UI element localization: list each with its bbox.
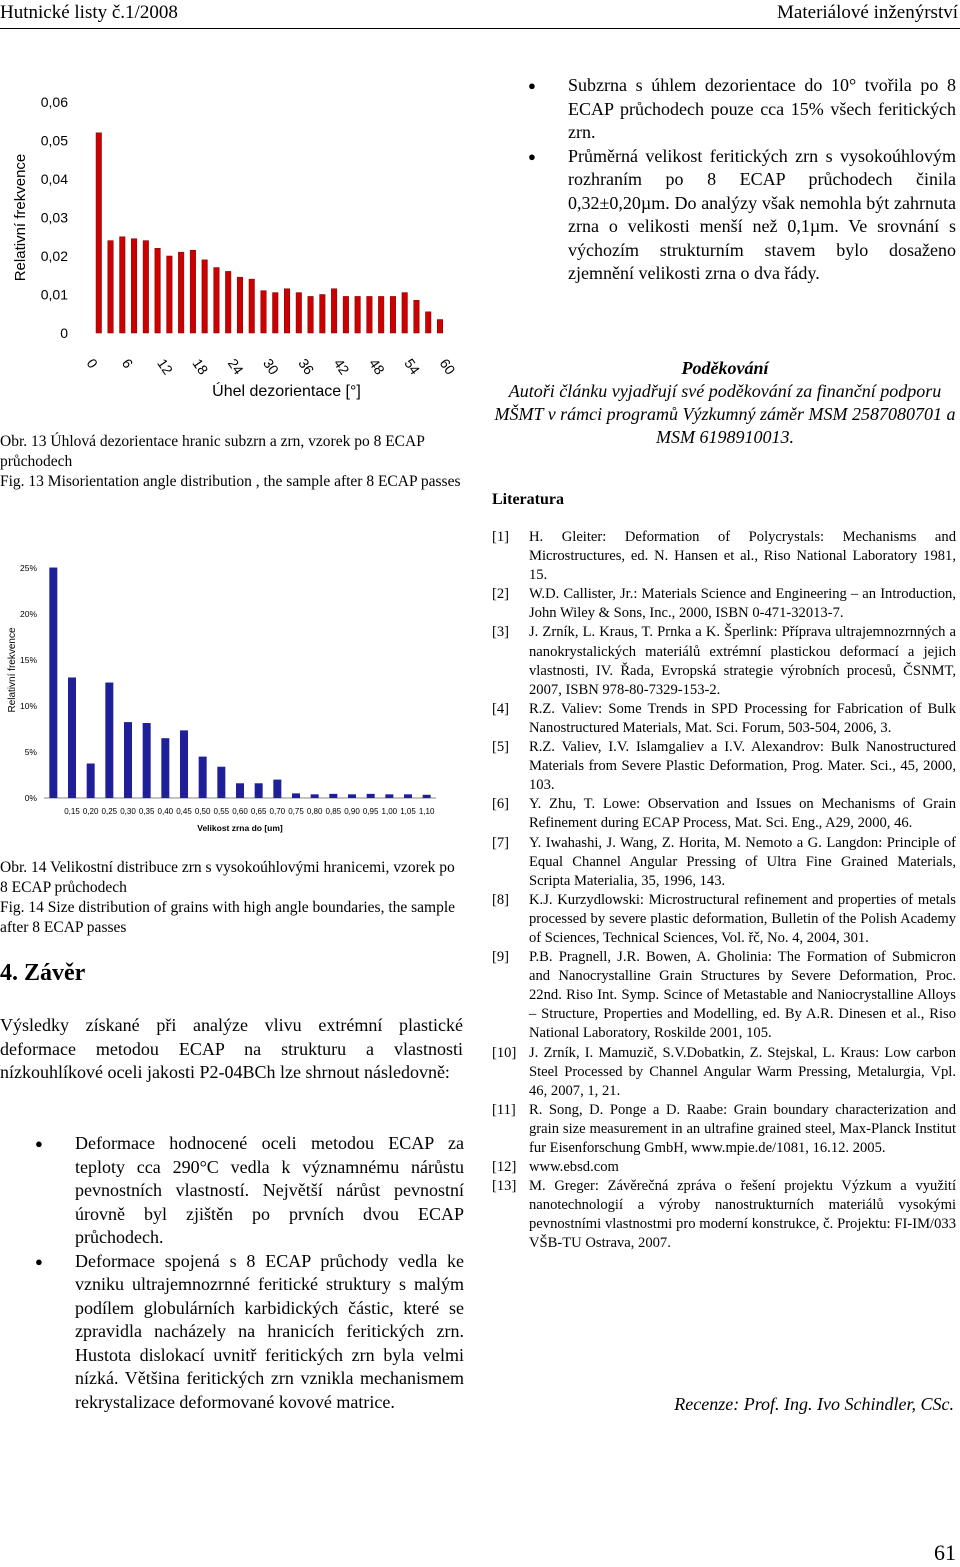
data-bar [402, 293, 408, 333]
x-tick-label: 36 [295, 355, 318, 378]
figure-13-caption-cz: Obr. 13 Úhlová dezorientace hranic subzrn a zrn, vzorek po 8 ECAP průchodech [0, 433, 425, 470]
reference-text: K.J. Kurzydlowski: Microstructural refinement and properties of metals processed by severe plastic deformation, Bulletin of the Polish Academy of Sciences, Technical Sciences, Vol. řč, No. 4, 2004, 301. [529, 891, 956, 946]
data-bar [87, 764, 95, 799]
x-tick-label: 0,55 [213, 807, 230, 816]
x-tick-label: 0,20 [82, 807, 99, 816]
reference-item [492, 700, 956, 738]
data-bar [237, 277, 243, 333]
page-header [0, 0, 960, 29]
reference-text: H. Gleiter: Deformation of Polycrystals: Mechanisms and Microstructures, ed. N. Hansen et al., Riso National Laboratory 1981, 15. [529, 529, 956, 584]
figure-14-caption [0, 858, 463, 938]
data-bar [167, 256, 173, 333]
reference-item [492, 795, 956, 833]
data-bar [414, 300, 420, 333]
data-bar [255, 783, 263, 798]
reference-number: [12] [492, 1159, 517, 1176]
reference-item [492, 623, 956, 699]
data-bar [214, 268, 220, 333]
x-tick-label: 0,40 [157, 807, 174, 816]
reference-text: Y. Zhu, T. Lowe: Observation and Issues on Mechanisms of Grain Refinement during ECAP Process, Mat. Sci. Eng., A29, 2000, 46. [529, 796, 956, 832]
x-tick-label: 54 [401, 355, 424, 378]
reference-text: R. Song, D. Ponge a D. Raabe: Grain boundary characterization and grain size measurement in an ultrafine grained steel, Max-Planck Institut fur Eisenforschung GmbH, www.mpie.de/1081, 16.12. 2005. [529, 1101, 956, 1156]
conclusion-list-right [528, 74, 956, 286]
y-tick-label: 0,03 [40, 209, 68, 226]
literature-title: Literatura [492, 491, 564, 508]
data-bar [329, 794, 337, 798]
reference-number: [11] [492, 1101, 516, 1118]
x-axis-label: Úhel dezorientace [°] [212, 383, 361, 400]
data-bar [105, 683, 113, 798]
figure-13-chart [0, 60, 470, 420]
x-tick-label: 12 [154, 355, 177, 378]
reference-list [492, 528, 956, 1254]
data-bar [437, 320, 443, 333]
conclusion-list-left [35, 1132, 464, 1414]
x-tick-label: 0,50 [194, 807, 211, 816]
x-tick-label: 0,25 [101, 807, 118, 816]
data-bar [202, 260, 208, 333]
data-bar [124, 722, 132, 798]
x-tick-label: 0,85 [325, 807, 342, 816]
x-tick-label: 0,90 [344, 807, 360, 816]
reference-item [492, 1044, 956, 1101]
data-bar [131, 239, 137, 333]
y-axis-label: Relativní frekvence [12, 153, 29, 282]
conclusion-intro: Výsledky získané při analýze vlivu extrémní plastické deformace metodou ECAP na strukturu a vlastnosti nízkouhlíkové oceli jakosti P2-04BCh lze shrnout následovně: [0, 1015, 463, 1082]
x-tick-label: 0,65 [250, 807, 267, 816]
page-number: 61 [934, 1540, 956, 1565]
data-bar [367, 794, 375, 798]
data-bar [143, 723, 151, 798]
x-tick-label: 0,15 [64, 807, 80, 816]
x-axis-label: Velikost zrna do [um] [197, 823, 283, 833]
reference-number: [9] [492, 949, 510, 966]
x-tick-label: 1,05 [400, 807, 416, 816]
data-bar [311, 794, 319, 798]
data-bar [423, 795, 431, 798]
data-bar [199, 757, 207, 798]
data-bar [296, 293, 302, 333]
reference-text: M. Greger: Závěrečná zpráva o řešení projektu Výzkum a využití nanotechnologií a výroby nanostrukturních materiálů vysokými pevnostními vlastnostmi pro moderní konstrukce, č. Projektu: FI-IM/033 VŠB-TU Ostrava, 2007. [529, 1178, 956, 1252]
x-tick-label: 1,00 [381, 807, 398, 816]
data-bar [108, 241, 114, 333]
reference-text: J. Zrník, I. Mamuzič, S.V.Dobatkin, Z. Stejskal, L. Kraus: Low carbon Steel Processed by Channel Angular Warm Pressing, Metalurgia, Vpl. 46, 2007, 1, 21. [529, 1044, 956, 1099]
figure-14-caption-en: Fig. 14 Size distribution of grains with high angle boundaries, the sample after 8 ECAP passes [0, 899, 456, 936]
y-tick-label: 0% [24, 793, 37, 803]
reference-text: Y. Iwahashi, J. Wang, Z. Horita, M. Nemoto a G. Langdon: Principle of Equal Channel Angular Pressing of Ultra Fine Grained Materials, Scripta Materialia, 35, 1996, 143. [529, 834, 956, 889]
data-bar [217, 767, 225, 798]
journal-title: Hutnické listy č.1/2008 [0, 2, 178, 23]
reference-number: [10] [492, 1044, 517, 1061]
y-tick-label: 0,05 [40, 132, 68, 149]
data-bar [143, 241, 149, 333]
x-tick-label: 0,45 [176, 807, 192, 816]
reference-item [492, 1101, 956, 1158]
section-title: Materiálové inženýrství [777, 2, 958, 23]
reference-item [492, 1158, 956, 1177]
x-tick-label: 1,10 [418, 807, 435, 816]
reference-text: R.Z. Valiev: Some Trends in SPD Processing for Fabrication of Bulk Nanostructured Materials, Mat. Sci. Forum, 503-504, 2006, 3. [529, 700, 956, 736]
y-tick-label: 20% [19, 609, 37, 619]
reference-number: [4] [492, 700, 510, 717]
conclusion-bullet: ● Deformace spojená s 8 ECAP průchody vedla ke vzniku ultrajemnozrnné feritické struktury s malým podílem globulárních karbidických částic, které se zpravidla nacházely na hranicích feritických zrn. Hustota dislokací uvnitř feritických zrn byla velmi nízká. Většina feritických zrn vznikla mechanismem rekrystalizace deformované kovové matrice. [35, 1250, 464, 1415]
data-bar [378, 296, 384, 333]
x-tick-label: 0,30 [120, 807, 136, 816]
y-tick-label: 10% [19, 701, 37, 711]
data-bar [161, 738, 169, 798]
acknowledgement-text: Autoři článku vyjadřují své poděkování za finanční podporu MŠMT v rámci programů Výzkumný záměr MSM 2587080701 a MSM 6198910013. [494, 381, 956, 447]
data-bar [96, 133, 102, 333]
conclusion-bullet: ● Subzrna s úhlem dezorientace do 10° tvořila po 8 ECAP průchodech pouze cca 15% všech feritických zrn. [528, 74, 956, 145]
data-bar [355, 296, 361, 333]
x-tick-label: 6 [118, 355, 137, 372]
data-bar [249, 279, 255, 333]
data-bar [155, 248, 161, 333]
y-tick-label: 25% [19, 563, 37, 573]
data-bar [120, 237, 126, 333]
data-bar [385, 794, 393, 798]
reference-text: W.D. Callister, Jr.: Materials Science and Engineering – an Introduction, John Wiley & Sons, Inc., 2000, ISBN 0-471-32013-7. [529, 586, 956, 622]
figure-14-caption-cz: Obr. 14 Velikostní distribuce zrn s vysokoúhlovými hranicemi, vzorek po 8 ECAP průchodech [0, 859, 455, 896]
conclusion-bullet: ● Deformace hodnocené oceli metodou ECAP za teploty cca 290°C vedla k významnému nárůstu pevnostních vlastností. Největší nárůst pevnostní úrovně byl zjištěn po prvních dvou ECAP průchodech. [35, 1132, 464, 1250]
reference-number: [5] [492, 739, 510, 756]
x-tick-label: 0,60 [232, 807, 248, 816]
y-tick-label: 0,01 [40, 286, 68, 303]
reference-number: [13] [492, 1178, 517, 1195]
x-tick-label: 0,75 [288, 807, 304, 816]
x-tick-label: 0 [83, 355, 102, 372]
figure-13-caption [0, 432, 463, 492]
reference-item [492, 585, 956, 623]
data-bar [49, 568, 57, 798]
data-bar [348, 794, 356, 798]
data-bar [367, 296, 373, 333]
y-axis-label: Relativní frekvence [7, 627, 18, 713]
data-bar [180, 730, 188, 798]
data-bar [425, 312, 431, 333]
reference-text: J. Zrník, L. Kraus, T. Prnka a K. Šperlink: Příprava ultrajemnozrnných a nanokrystalických materiálů extrémní plastickou deformací a jejich vlastnosti, IV. Řada, Evropská strategie výrobních procesů, ČSNMT, 2007, ISBN 978-80-7329-153-2. [529, 624, 956, 698]
x-tick-label: 60 [436, 355, 459, 378]
y-tick-label: 0,04 [40, 171, 68, 187]
review-note: Recenze: Prof. Ing. Ivo Schindler, CSc. [674, 1394, 954, 1414]
data-bar [190, 250, 196, 333]
acknowledgement [490, 357, 960, 449]
reference-number: [2] [492, 586, 510, 603]
x-tick-label: 18 [189, 355, 212, 378]
reference-number: [3] [492, 624, 510, 641]
data-bar [292, 793, 300, 798]
x-tick-label: 0,35 [138, 807, 155, 816]
data-bar [273, 780, 281, 798]
data-bar [404, 794, 412, 798]
conclusion-bullet: ● Průměrná velikost feritických zrn s vysokoúhlovým rozhraním po 8 ECAP průchodech činila 0,32±0,20µm. Do analýzy však nemohla být zahrnuta zrna o velikosti menší než 0,1µm. Ve srovnání s výchozím strukturním stavem bylo dosaženo zjemnění velikosti zrna o dva řády. [528, 145, 956, 286]
reference-number: [7] [492, 834, 510, 851]
reference-text: www.ebsd.com [529, 1159, 619, 1176]
acknowledgement-title: Poděkování [681, 358, 769, 378]
x-tick-label: 24 [224, 355, 247, 378]
data-bar [236, 783, 244, 798]
reference-item [492, 891, 956, 948]
y-tick-label: 0,02 [40, 248, 68, 264]
data-bar [343, 296, 349, 333]
y-tick-label: 0 [60, 325, 68, 341]
figure-13-caption-en: Fig. 13 Misorientation angle distribution , the sample after 8 ECAP passes [0, 473, 461, 490]
reference-number: [1] [492, 529, 510, 545]
reference-item [492, 738, 956, 795]
data-bar [331, 289, 337, 333]
x-tick-label: 42 [330, 355, 353, 378]
figure-14-chart [0, 528, 468, 838]
reference-number: [6] [492, 796, 510, 813]
data-bar [261, 291, 267, 333]
reference-text: R.Z. Valiev, I.V. Islamgaliev a I.V. Alexandrov: Bulk Nanostructured Materials from Severe Plastic Deformation, Prog. Mater. Sci., 45, 2000, 103. [529, 739, 956, 794]
x-tick-label: 0,70 [269, 807, 286, 816]
y-tick-label: 5% [24, 747, 37, 757]
x-tick-label: 30 [260, 355, 283, 378]
x-tick-label: 48 [365, 355, 388, 378]
data-bar [68, 677, 76, 798]
y-tick-label: 15% [19, 655, 37, 665]
data-bar [308, 296, 314, 333]
section-heading: 4. Závěr [0, 960, 86, 986]
data-bar [320, 295, 326, 334]
reference-item [492, 1177, 956, 1253]
y-tick-label: 0,06 [40, 94, 68, 110]
x-tick-label: 0,80 [306, 807, 323, 816]
x-tick-label: 0,95 [362, 807, 379, 816]
reference-number: [8] [492, 891, 510, 908]
data-bar [225, 271, 231, 333]
reference-item [492, 834, 956, 891]
data-bar [284, 289, 290, 333]
reference-text: P.B. Pragnell, J.R. Bowen, A. Gholinia: The Formation of Submicron and Nanocrystalline Grain Structures by Severe Deformation, Proc. 22nd. Riso Int. Symp. Scince of Metastable and Naniocrystalline Alloys – Structure, Properties and Modelling, ed. By A.R. Dinesen et al., Riso National Laboratory, Roskilde 2001, 105. [529, 949, 956, 1042]
reference-item [492, 528, 956, 585]
data-bar [273, 293, 279, 333]
data-bar [178, 252, 184, 333]
plot-area [44, 568, 436, 798]
reference-item [492, 948, 956, 1043]
data-bar [390, 296, 396, 333]
